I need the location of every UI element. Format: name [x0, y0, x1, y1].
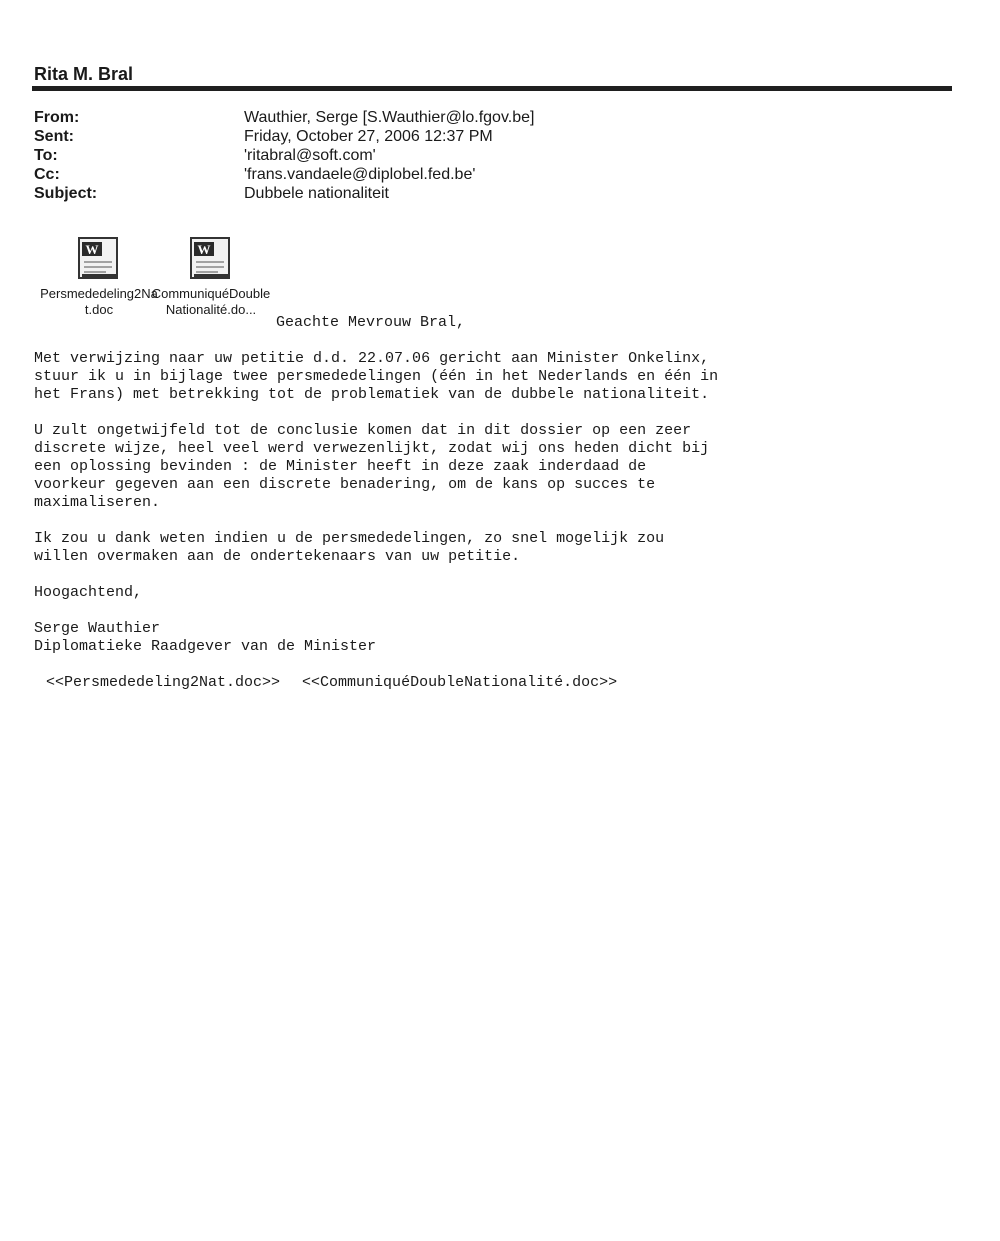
attachment-persmededeling[interactable]: [34, 236, 164, 318]
subject-row: [34, 184, 534, 203]
to-label: To:: [34, 147, 58, 164]
attachment-name: [34, 286, 164, 318]
attachment-name-line2: t.doc: [84, 302, 114, 317]
attachment-name: [146, 286, 276, 318]
attachment-name-line1: Persmededeling2Na: [40, 286, 158, 301]
signature: [34, 620, 376, 656]
cc-value: 'frans.vandaele@diplobel.fed.be': [244, 166, 476, 183]
subject-label: Subject:: [34, 185, 98, 202]
to-value: 'ritabral@soft.com': [244, 147, 376, 164]
from-value: Wauthier, Serge [S.Wauthier@lo.fgov.be]: [244, 109, 535, 126]
paragraph-line: voorkeur gegeven aan een discrete benadering, om de kans op succes te: [34, 476, 656, 493]
attachment-ref-persmededeling[interactable]: <<Persmededeling2Nat.doc>>: [46, 674, 281, 691]
sent-value: Friday, October 27, 2006 12:37 PM: [244, 128, 493, 145]
paragraph-line: een oplossing bevinden : de Minister heeft in deze zaak inderdaad de: [34, 458, 647, 475]
mailbox-owner-name: Rita M. Bral: [34, 64, 134, 84]
attachment-ref-communique[interactable]: <<CommuniquéDoubleNationalité.doc>>: [302, 674, 618, 691]
from-row: [34, 108, 534, 127]
to-row: [34, 146, 534, 165]
subject-value: Dubbele nationaliteit: [244, 185, 389, 202]
attachment-communique[interactable]: [146, 236, 276, 318]
svg-text:W: W: [197, 242, 211, 257]
paragraph-2: [34, 422, 709, 512]
paragraph-line: Ik zou u dank weten indien u de persmededelingen, zo snel mogelijk zou: [34, 530, 665, 547]
attachment-name-line2: Nationalité.do...: [165, 302, 257, 317]
attachment-name-line1: CommuniquéDouble: [151, 286, 271, 301]
signature-title: Diplomatieke Raadgever van de Minister: [34, 638, 377, 655]
sent-label: Sent:: [34, 128, 74, 145]
paragraph-line: willen overmaken aan de ondertekenaars van uw petitie.: [34, 548, 521, 565]
paragraph-line: U zult ongetwijfeld tot de conclusie komen dat in dit dossier op een zeer: [34, 422, 692, 439]
word-document-icon: [190, 236, 232, 280]
word-document-icon: [78, 236, 120, 280]
paragraph-3: [34, 530, 664, 566]
paragraph-line: Met verwijzing naar uw petitie d.d. 22.07.06 gericht aan Minister Onkelinx,: [34, 350, 710, 367]
sent-row: [34, 127, 534, 146]
header-divider: [32, 86, 952, 91]
cc-label: Cc:: [34, 166, 60, 183]
closing: Hoogachtend,: [34, 584, 143, 601]
paragraph-1: [34, 350, 718, 404]
paragraph-line: maximaliseren.: [34, 494, 161, 511]
greeting: Geachte Mevrouw Bral,: [276, 314, 466, 331]
paragraph-line: het Frans) met betrekking tot de problematiek van de dubbele nationaliteit.: [34, 386, 710, 403]
svg-text:W: W: [85, 242, 99, 257]
from-label: From:: [34, 109, 80, 126]
cc-row: [34, 165, 534, 184]
email-header: [34, 108, 534, 203]
attachments-area: [34, 236, 294, 326]
signature-name: Serge Wauthier: [34, 620, 161, 637]
attachment-references: [46, 674, 617, 692]
paragraph-line: stuur ik u in bijlage twee persmededelingen (één in het Nederlands en één in: [34, 368, 719, 385]
paragraph-line: discrete wijze, heel veel werd verwezenlijkt, zodat wij ons heden dicht bij: [34, 440, 710, 457]
